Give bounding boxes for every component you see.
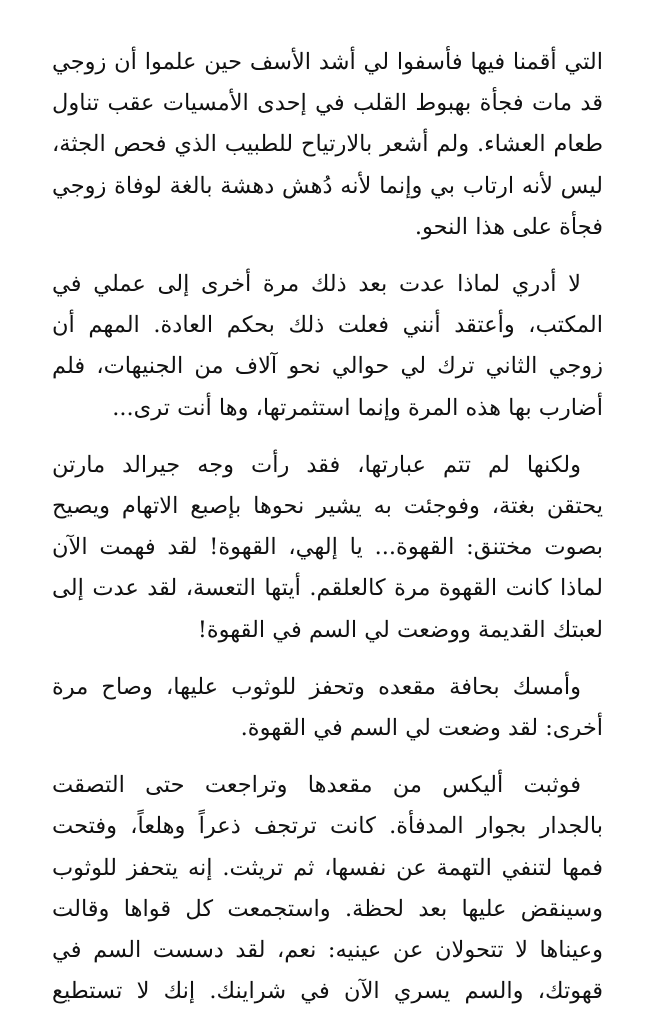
- text-line: أضارب بها هذه المرة وإنما استثمرتها، وها أنت ترى...: [112, 394, 603, 421]
- page-text: [52, 42, 603, 1012]
- text-line: وسينقض عليها بعد لحظة. واستجمعت كل قواها وقالت: [52, 895, 603, 922]
- text-line: طعام العشاء. ولم أشعر بالارتياح للطبيب الذي فحص الجثة،: [52, 131, 603, 158]
- text-line: بصوت مختنق: القهوة... يا إلهي، القهوة! لقد فهمت الآن: [52, 534, 603, 561]
- paragraph-3: [52, 445, 603, 651]
- text-line: وأمسك بحافة مقعده وتحفز للوثوب عليها، وصاح مرة: [52, 673, 581, 700]
- text-line: يحتقن بغتة، وفوجئت به يشير نحوها بإصبع الاتهام ويصيح: [52, 493, 603, 520]
- text-line: أخرى: لقد وضعت لي السم في القهوة.: [240, 715, 603, 742]
- text-line: وعيناها لا تتحولان عن عينيه: نعم، لقد دسست السم في: [52, 937, 603, 964]
- text-line: فجأة على هذا النحو.: [414, 213, 603, 240]
- text-line: قهوتك، والسم يسري الآن في شراينك. إنك لا تستطيع: [52, 978, 603, 1005]
- text-line: بالجدار بجوار المدفأة. كانت ترتجف ذعراً وهلعاً، وفتحت: [52, 813, 603, 840]
- text-line: لماذا كانت القهوة مرة كالعلقم. أيتها التعسة، لقد عدت إلى: [52, 575, 603, 602]
- text-line: زوجي الثاني ترك لي حوالي نحو آلاف من الجنيهات، فلم: [52, 353, 603, 380]
- text-line: لعبتك القديمة ووضعت لي السم في القهوة!: [197, 616, 603, 643]
- text-line: فوثبت أليكس من مقعدها وتراجعت حتى التصقت: [52, 772, 581, 799]
- paragraph-1: [52, 42, 603, 248]
- text-line: ليس لأنه ارتاب بي وإنما لأنه دُهش دهشة بالغة لوفاة زوجي: [52, 172, 603, 199]
- paragraph-5: [52, 765, 603, 1012]
- text-line: المكتب، وأعتقد أنني فعلت ذلك بحكم العادة. المهم أن: [52, 312, 603, 339]
- text-line: ولكنها لم تتم عبارتها، فقد رأت وجه جيرالد مارتن: [52, 451, 581, 478]
- text-line: التي أقمنا فيها فأسفوا لي أشد الأسف حين علموا أن زوجي: [52, 49, 603, 75]
- paragraph-4: [52, 667, 603, 749]
- text-line: فمها لتنفي التهمة عن نفسها، ثم تريثت. إنه يتحفز للوثوب: [52, 854, 603, 881]
- text-line: لا أدري لماذا عدت بعد ذلك مرة أخرى إلى عملي في: [52, 271, 581, 298]
- text-line: قد مات فجأة بهبوط القلب في إحدى الأمسيات عقب تناول: [52, 90, 603, 117]
- paragraph-2: [52, 264, 603, 429]
